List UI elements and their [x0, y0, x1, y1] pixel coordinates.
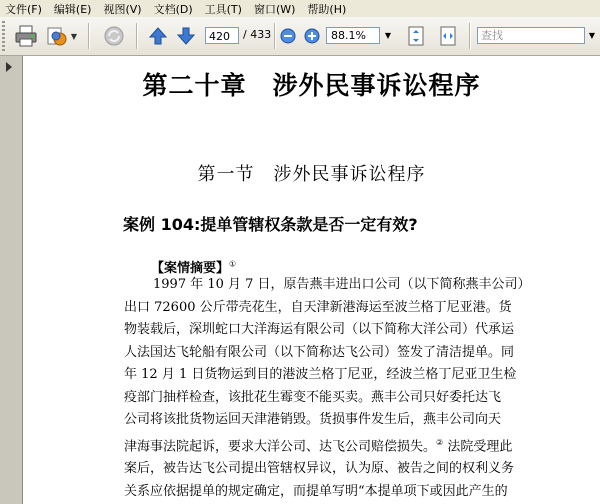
zoom-out-icon: [280, 28, 296, 44]
fit-page-icon: [406, 25, 426, 47]
toolbar-separator: [469, 23, 471, 49]
navigation-panel-toggle[interactable]: [0, 56, 23, 504]
text-line: 1997 年 10 月 7 日，原告燕丰进出口公司（以下简称燕丰公司）: [153, 277, 531, 292]
toolbar-grip[interactable]: [2, 21, 5, 51]
zoom-out-button[interactable]: [279, 22, 297, 50]
zoom-in-icon: [304, 28, 320, 44]
previous-page-button[interactable]: [146, 22, 170, 50]
email-icon: [45, 24, 69, 48]
text-line: 人法国达飞轮船有限公司（以下简称达飞公司）签发了清洁提单。同: [124, 344, 515, 360]
zoom-level-input[interactable]: 88.1%: [326, 27, 380, 44]
print-icon: [14, 24, 38, 48]
menu-window[interactable]: 窗口(W): [253, 2, 296, 16]
sync-button[interactable]: [100, 22, 128, 50]
sync-icon: [102, 24, 126, 48]
text-line-part: 法院受理此: [443, 438, 513, 454]
page-count: / 433: [243, 28, 272, 41]
footnote-marker: ②: [436, 437, 444, 447]
menu-bar: [0, 0, 600, 17]
text-line: [124, 432, 588, 459]
document-page[interactable]: [23, 56, 600, 504]
email-button[interactable]: [44, 22, 78, 50]
toolbar-separator: [88, 23, 90, 49]
menu-help[interactable]: 帮助(H): [307, 2, 347, 16]
section-title: 第一节 涉外民事诉讼程序: [197, 164, 426, 185]
menu-document[interactable]: 文档(D): [153, 2, 193, 16]
text-line: 公司将该批货物运回天津港销毁。货损事件发生后，燕丰公司向天: [124, 412, 502, 427]
fit-page-button[interactable]: [403, 22, 429, 50]
case-title: 案例 104:提单管辖权条款是否一定有效?: [123, 215, 418, 234]
text-line-part: 津海事法院起诉，要求大洋公司、达飞公司赔偿损失。: [124, 438, 437, 454]
text-line: 年 12 月 1 日货物运到目的港波兰格丁尼亚，经波兰格丁尼亚卫生检: [124, 367, 517, 382]
menu-edit[interactable]: 编辑(E): [53, 2, 92, 16]
toolbar: [0, 17, 600, 56]
print-button[interactable]: [12, 22, 40, 50]
expand-panel-icon: [6, 62, 12, 72]
text-line: 关系应依据提单的规定确定，而提单写明“本提单项下或因此产生的: [124, 483, 508, 499]
page-number-input[interactable]: 420: [205, 27, 239, 44]
fit-width-button[interactable]: [435, 22, 461, 50]
text-line: 疫部门抽样检查，该批花生霉变不能买卖。燕丰公司只好委托达飞: [124, 389, 502, 405]
zoom-dropdown-icon[interactable]: ▼: [384, 31, 392, 40]
previous-page-icon: [147, 25, 169, 47]
text-line: 出口 72600 公斤带壳花生，自天津新港海运至波兰格丁尼亚港。货: [124, 299, 512, 315]
next-page-icon: [175, 25, 197, 47]
zoom-in-button[interactable]: [303, 22, 321, 50]
case-paragraph: [124, 274, 588, 503]
menu-file[interactable]: 文件(F): [5, 2, 42, 16]
text-line: 物装载后，深圳蛇口大洋海运有限公司（以下简称大洋公司）代承运: [124, 322, 515, 337]
email-dropdown-icon[interactable]: ▼: [70, 31, 78, 41]
chapter-title: 第二十章 涉外民事诉讼程序: [142, 71, 481, 100]
menu-view[interactable]: 视图(V): [103, 2, 142, 16]
menu-tools[interactable]: 工具(T): [204, 2, 242, 16]
text-line: 案后，被告达飞公司提出管辖权异议，认为原、被告之间的权利义务: [124, 461, 515, 477]
next-page-button[interactable]: [174, 22, 198, 50]
search-input[interactable]: 查找: [477, 27, 585, 44]
search-dropdown-icon[interactable]: ▼: [588, 31, 596, 40]
toolbar-separator: [274, 23, 276, 49]
summary-heading-text: 【案情摘要】: [151, 261, 230, 276]
footnote-marker: ①: [229, 259, 237, 269]
toolbar-separator: [136, 23, 138, 49]
fit-width-icon: [438, 25, 458, 47]
